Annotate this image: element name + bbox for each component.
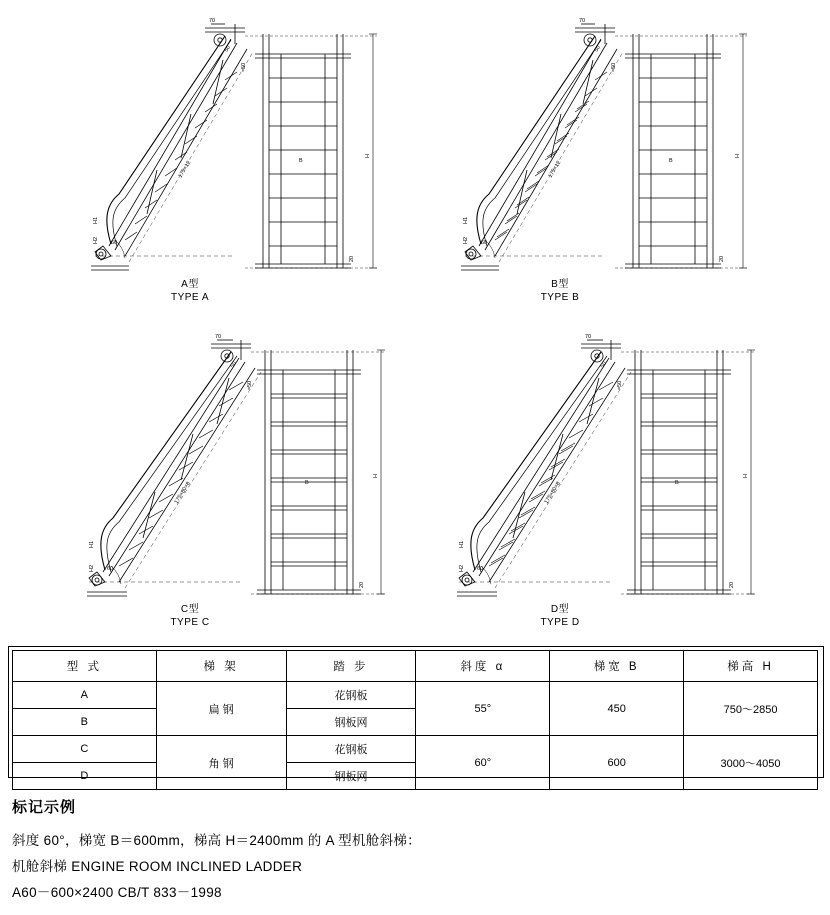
table-row (13, 682, 818, 709)
svg-text:175×12: 175×12 (177, 160, 193, 180)
svg-text:H: H (373, 474, 379, 478)
svg-text:60: 60 (477, 566, 484, 572)
svg-text:≈50: ≈50 (611, 62, 617, 72)
svg-text:60: 60 (107, 566, 114, 572)
svg-text:175×80×8: 175×80×8 (173, 480, 192, 506)
svg-text:≈50: ≈50 (617, 380, 623, 390)
marking-example-block (12, 796, 812, 906)
svg-text:≈50: ≈50 (241, 62, 247, 72)
figure-label-en-a: TYPE A (170, 292, 209, 303)
svg-text:20: 20 (349, 255, 355, 262)
svg-text:H1: H1 (459, 540, 465, 548)
cell-height-cd: 3000～4050 (684, 736, 818, 790)
cell-tread-c: 花钢板 (286, 736, 416, 763)
ladder-drawing-c (85, 332, 405, 602)
header-height: 梯高 H (684, 651, 818, 682)
svg-text:H: H (735, 154, 741, 158)
cell-alpha-cd: 60° (416, 736, 550, 790)
cell-type-a: A (13, 682, 157, 709)
svg-text:≈50: ≈50 (247, 380, 253, 390)
cell-tread-a: 花钢板 (286, 682, 416, 709)
cell-frame-cd: 角 钢 (156, 736, 286, 790)
svg-text:B: B (299, 158, 303, 164)
svg-text:50: 50 (593, 44, 602, 54)
marking-example-line-1: 斜度 60°，梯宽 B＝600mm，梯高 H＝2400mm 的 A 型机舱斜梯： (12, 833, 421, 848)
cell-width-cd: 600 (550, 736, 684, 790)
marking-example-line-3: A60－600×2400 CB/T 833－1998 (12, 885, 222, 900)
svg-text:70: 70 (585, 334, 592, 340)
cell-width-ab: 450 (550, 682, 684, 736)
header-type: 型 式 (13, 651, 157, 682)
svg-text:50: 50 (599, 360, 608, 370)
figure-label-cn-c: C型 (180, 604, 200, 615)
table-row (13, 736, 818, 763)
figure-caption-a (130, 278, 250, 304)
svg-text:H: H (365, 154, 371, 158)
ladder-drawing-a (85, 18, 405, 278)
marking-example-line-2: 机舱斜梯 ENGINE ROOM INCLINED LADDER (12, 859, 303, 874)
figure-label-en-b: TYPE B (540, 292, 580, 303)
cell-tread-d: 钢板网 (286, 763, 416, 790)
figure-label-cn-a: A型 (181, 279, 199, 290)
header-tread: 踏 步 (286, 651, 416, 682)
svg-text:H: H (743, 474, 749, 478)
svg-text:70: 70 (209, 18, 216, 24)
cell-type-d: D (13, 763, 157, 790)
figure-label-en-d: TYPE D (540, 617, 580, 628)
ladder-drawing-d (455, 332, 775, 602)
cell-height-ab: 750～2850 (684, 682, 818, 736)
figure-type-a (85, 18, 405, 278)
table-header-row (13, 651, 818, 682)
svg-text:H1: H1 (93, 216, 99, 224)
svg-text:60: 60 (111, 240, 118, 246)
svg-text:20: 20 (729, 581, 735, 588)
cell-type-c: C (13, 736, 157, 763)
svg-text:50: 50 (229, 360, 238, 370)
svg-text:H1: H1 (463, 216, 469, 224)
cell-frame-ab: 扁 钢 (156, 682, 286, 736)
ladder-drawing-b (455, 18, 775, 278)
figure-label-en-c: TYPE C (170, 617, 210, 628)
svg-text:H1: H1 (89, 540, 95, 548)
svg-text:175×80×8: 175×80×8 (543, 480, 562, 506)
figure-label-cn-d: D型 (550, 604, 570, 615)
figure-caption-d (500, 603, 620, 629)
svg-text:70: 70 (579, 18, 586, 24)
svg-text:B: B (669, 158, 673, 164)
cell-alpha-ab: 55° (416, 682, 550, 736)
svg-text:20: 20 (359, 581, 365, 588)
svg-text:B: B (305, 480, 309, 486)
figure-caption-b (500, 278, 620, 304)
marking-example-title: 标记示例 (12, 799, 77, 816)
figure-type-d (455, 332, 775, 602)
svg-text:50: 50 (223, 44, 232, 54)
svg-text:H2: H2 (93, 236, 99, 244)
svg-text:H2: H2 (463, 236, 469, 244)
figure-type-c (85, 332, 405, 602)
figure-label-cn-b: B型 (551, 279, 569, 290)
svg-text:H2: H2 (459, 564, 465, 572)
svg-text:B: B (675, 480, 679, 486)
figure-type-b (455, 18, 775, 278)
svg-text:175×12: 175×12 (547, 160, 563, 180)
svg-text:70: 70 (215, 334, 222, 340)
svg-text:20: 20 (719, 255, 725, 262)
specification-table (12, 650, 818, 790)
svg-text:H2: H2 (89, 564, 95, 572)
figure-caption-c (130, 603, 250, 629)
cell-tread-b: 钢板网 (286, 709, 416, 736)
header-frame: 梯 架 (156, 651, 286, 682)
svg-text:60: 60 (481, 240, 488, 246)
header-alpha: 斜度 α (416, 651, 550, 682)
cell-type-b: B (13, 709, 157, 736)
header-width: 梯宽 B (550, 651, 684, 682)
